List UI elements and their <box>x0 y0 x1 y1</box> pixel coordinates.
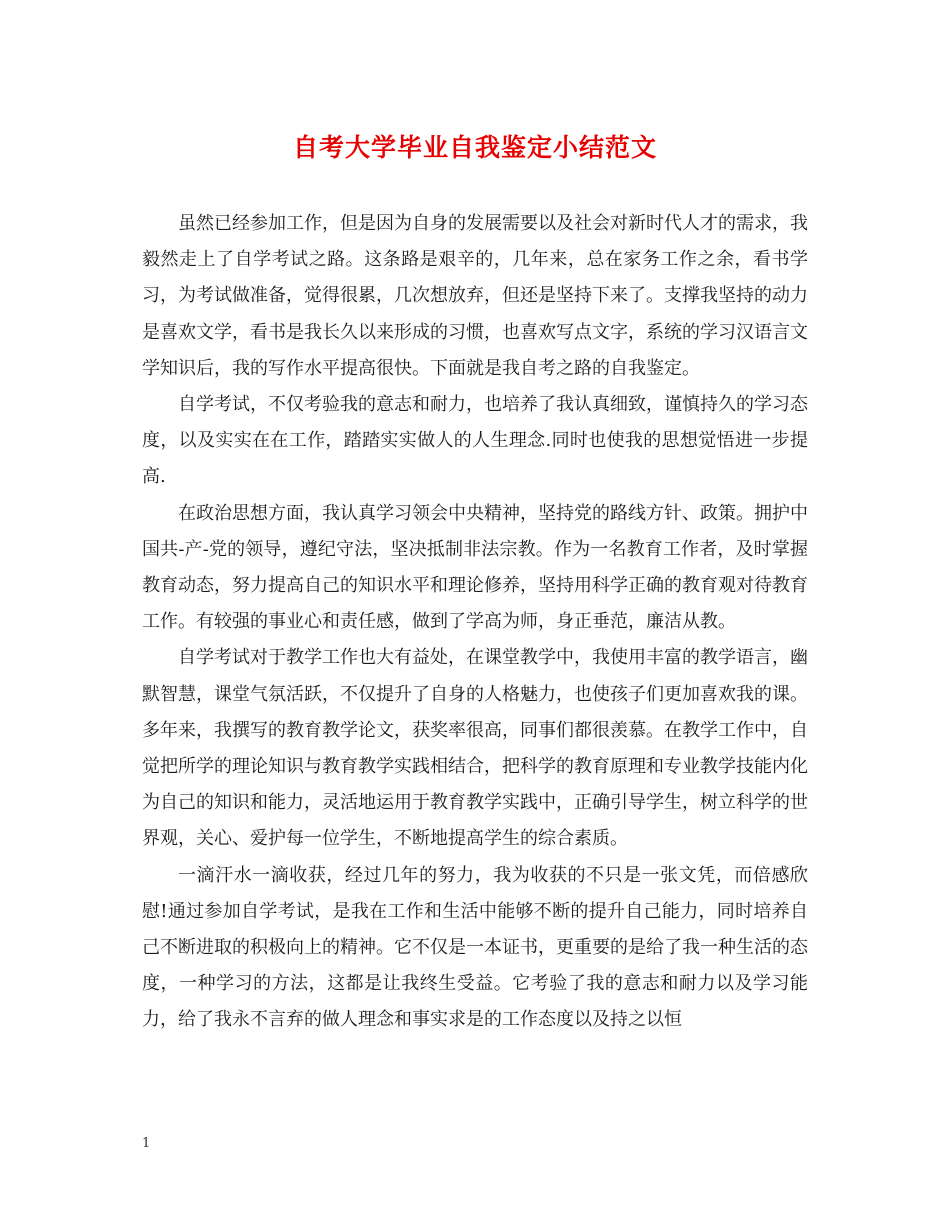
document-body <box>142 206 808 1039</box>
paragraph: 一滴汗水一滴收获，经过几年的努力，我为收获的不只是一张文凭，而倍感欣慰!通过参加自学考试，是我在工作和生活中能够不断的提升自己能力，同时培养自己不断进取的积极向上的精神。它不仅是一本证书，更重要的是给了我一种生活的态度，一种学习的方法，这都是让我终生受益。它考验了我的意志和耐力以及学习能力，给了我永不言弃的做人理念和事实求是的工作态度以及持之以恒 <box>142 864 808 1031</box>
paragraph: 自学考试对于教学工作也大有益处，在课堂教学中，我使用丰富的教学语言，幽默智慧，课堂气氛活跃，不仅提升了自身的人格魅力，也使孩子们更加喜欢我的课。多年来，我撰写的教育教学论文，获奖率很高，同事们都很羡慕。在教学工作中，自觉把所学的理论知识与教育教学实践相结合，把科学的教育原理和专业教学技能内化为自己的知识和能力，灵活地运用于教育教学实践中，正确引导学生，树立科学的世界观，关心、爱护每一位学生，不断地提高学生的综合素质。 <box>142 647 808 850</box>
page-number: 1 <box>142 1136 151 1151</box>
paragraph: 自学考试，不仅考验我的意志和耐力，也培养了我认真细致，谨慎持久的学习态度，以及实实在在工作，踏踏实实做人的人生理念.同时也使我的思想觉悟进一步提高. <box>142 394 808 488</box>
document-title: 自考大学毕业自我鉴定小结范文 <box>292 133 657 162</box>
paragraph: 虽然已经参加工作，但是因为自身的发展需要以及社会对新时代人才的需求，我毅然走上了自学考试之路。这条路是艰辛的，几年来，总在家务工作之余，看书学习，为考试做准备，觉得很累，几次想放弃，但还是坚持下来了。支撑我坚持的动力是喜欢文学，看书是我长久以来形成的习惯，也喜欢写点文字，系统的学习汉语言文学知识后，我的写作水平提高很快。下面就是我自考之路的自我鉴定。 <box>142 213 808 379</box>
paragraph: 在政治思想方面，我认真学习领会中央精神，坚持党的路线方针、政策。拥护中国共-产-党的领导，遵纪守法，坚决抵制非法宗教。作为一名教育工作者，及时掌握教育动态，努力提高自己的知识水平和理论修养，坚持用科学正确的教育观对待教育工作。有较强的事业心和责任感，做到了学高为师，身正垂范，廉洁从教。 <box>142 502 808 633</box>
